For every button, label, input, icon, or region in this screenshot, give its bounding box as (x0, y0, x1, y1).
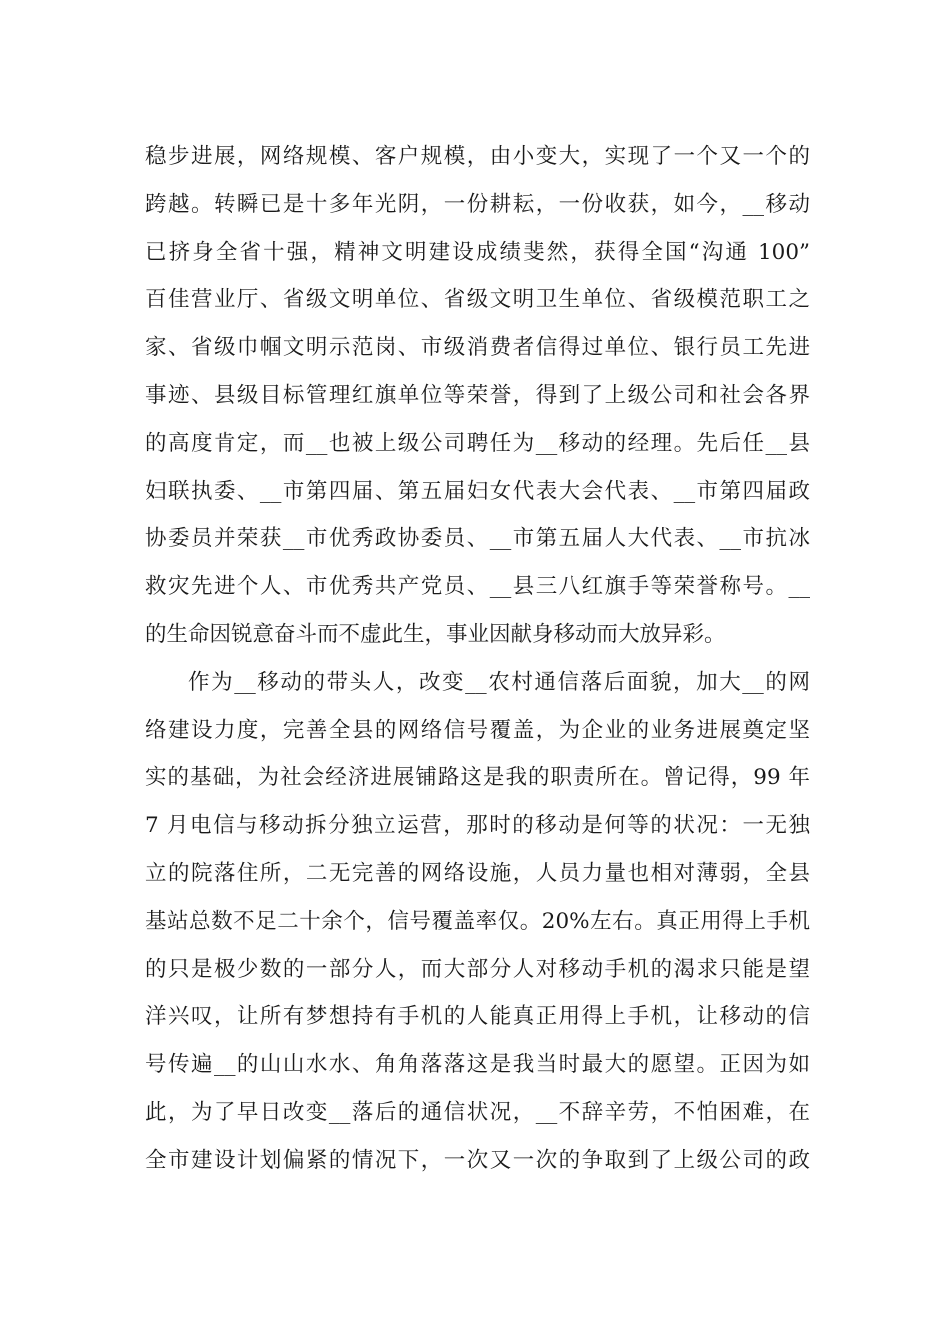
text-line: 稳步进展，网络规模、客户规模，由小变大，实现了一个又一个的 (145, 144, 810, 169)
text-line: 立的院落住所，二无完善的网络设施，人员力量也相对薄弱，全县 (145, 860, 810, 886)
text-line: 跨越。转瞬已是十多年光阴，一份耕耘，一份收获，如今，__移动 (145, 191, 810, 217)
paragraph-2 (145, 659, 810, 1185)
text-line: 的生命因锐意奋斗而不虚此生，事业因献身移动而大放异彩。 (145, 621, 726, 647)
text-line: 已挤身全省十强，精神文明建设成绩斐然，获得全国“沟通 100” (145, 239, 810, 265)
text-line: 洋兴叹，让所有梦想持有手机的人能真正用得上手机，让移动的信 (145, 1004, 810, 1030)
text-line: 号传遍__的山山水水、角角落落这是我当时最大的愿望。正因为如 (145, 1052, 810, 1078)
text-line: 救灾先进个人、市优秀共产党员、__县三八红旗手等荣誉称号。__ (145, 574, 810, 600)
text-line: 实的基础，为社会经济进展铺路这是我的职责所在。曾记得，99 年 (145, 765, 810, 791)
text-line: 全市建设计划偏紧的情况下，一次又一次的争取到了上级公司的政 (145, 1147, 810, 1173)
text-line: 基站总数不足二十余个，信号覆盖率仅。20%左右。真正用得上手机 (145, 908, 810, 934)
text-line: 家、省级巾帼文明示范岗、市级消费者信得过单位、银行员工先进 (145, 335, 810, 361)
text-line: 此，为了早日改变__落后的通信状况，__不辞辛劳，不怕困难，在 (145, 1099, 810, 1125)
text-line: 的只是极少数的一部分人，而大部分人对移动手机的渴求只能是望 (145, 956, 810, 982)
text-line: 作为__移动的带头人，改变__农村通信落后面貌，加大__的网 (188, 669, 810, 695)
paragraph-1 (145, 133, 810, 659)
text-line: 协委员并荣获__市优秀政协委员、__市第五届人大代表、__市抗冰 (145, 526, 810, 552)
text-line: 络建设力度，完善全县的网络信号覆盖，为企业的业务进展奠定坚 (145, 717, 810, 743)
text-line: 百佳营业厅、省级文明单位、省级文明卫生单位、省级模范职工之 (145, 287, 810, 313)
text-line: 7 月电信与移动拆分独立运营，那时的移动是何等的状况：一无独 (145, 813, 810, 839)
body-text (145, 133, 810, 1185)
text-line: 的高度肯定，而__也被上级公司聘任为__移动的经理。先后任__县 (145, 430, 810, 456)
text-line: 事迹、县级目标管理红旗单位等荣誉，得到了上级公司和社会各界 (145, 382, 810, 408)
text-line: 妇联执委、__市第四届、第五届妇女代表大会代表、__市第四届政 (145, 478, 810, 504)
